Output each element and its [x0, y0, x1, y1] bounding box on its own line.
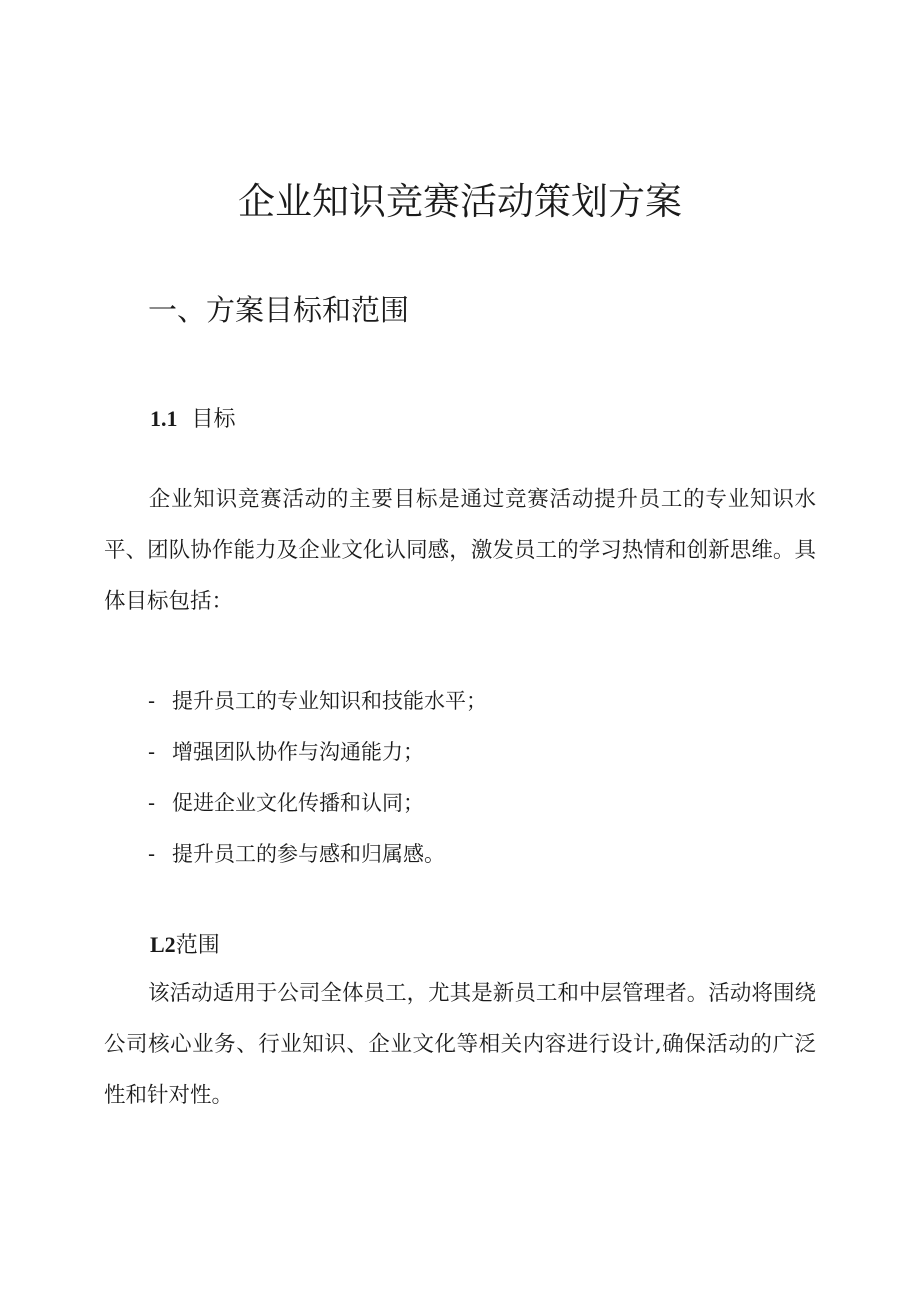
list-item-text: 增强团队协作与沟通能力； — [172, 740, 424, 764]
goal-subheading — [150, 404, 236, 435]
list-item-text: 提升员工的专业知识和技能水平； — [172, 689, 487, 713]
goal-label: 目标 — [191, 407, 236, 432]
document-title: 企业知识竞赛活动策划方案 — [238, 180, 682, 223]
scope-label: 范围 — [175, 933, 220, 958]
list-item-text: 促进企业文化传播和认同； — [172, 791, 424, 815]
goal-list — [148, 676, 487, 880]
list-item — [148, 676, 487, 727]
goal-number: 1.1 — [150, 406, 178, 431]
list-item — [148, 778, 487, 829]
section-heading: 一、方案目标和范围 — [148, 293, 410, 327]
scope-subheading — [150, 930, 220, 961]
scope-paragraph-text: 该活动适用于公司全体员工，尤其是新员工和中层管理者。活动将围绕公司核心业务、行业知识、企业文化等相关内容进行设计,确保活动的广泛性和针对性。 — [104, 981, 816, 1108]
list-item — [148, 829, 487, 880]
goal-paragraph — [104, 474, 816, 627]
goal-paragraph-text: 企业知识竞赛活动的主要目标是通过竞赛活动提升员工的专业知识水平、团队协作能力及企业文化认同感，激发员工的学习热情和创新思维。具体目标包括： — [104, 487, 816, 614]
scope-number: L2 — [150, 932, 176, 957]
list-dash: - — [148, 791, 156, 815]
list-item — [148, 727, 487, 778]
list-item-text: 提升员工的参与感和归属感。 — [172, 842, 445, 866]
list-dash: - — [148, 740, 156, 764]
list-dash: - — [148, 689, 156, 713]
list-dash: - — [148, 842, 156, 866]
scope-paragraph — [104, 968, 816, 1121]
